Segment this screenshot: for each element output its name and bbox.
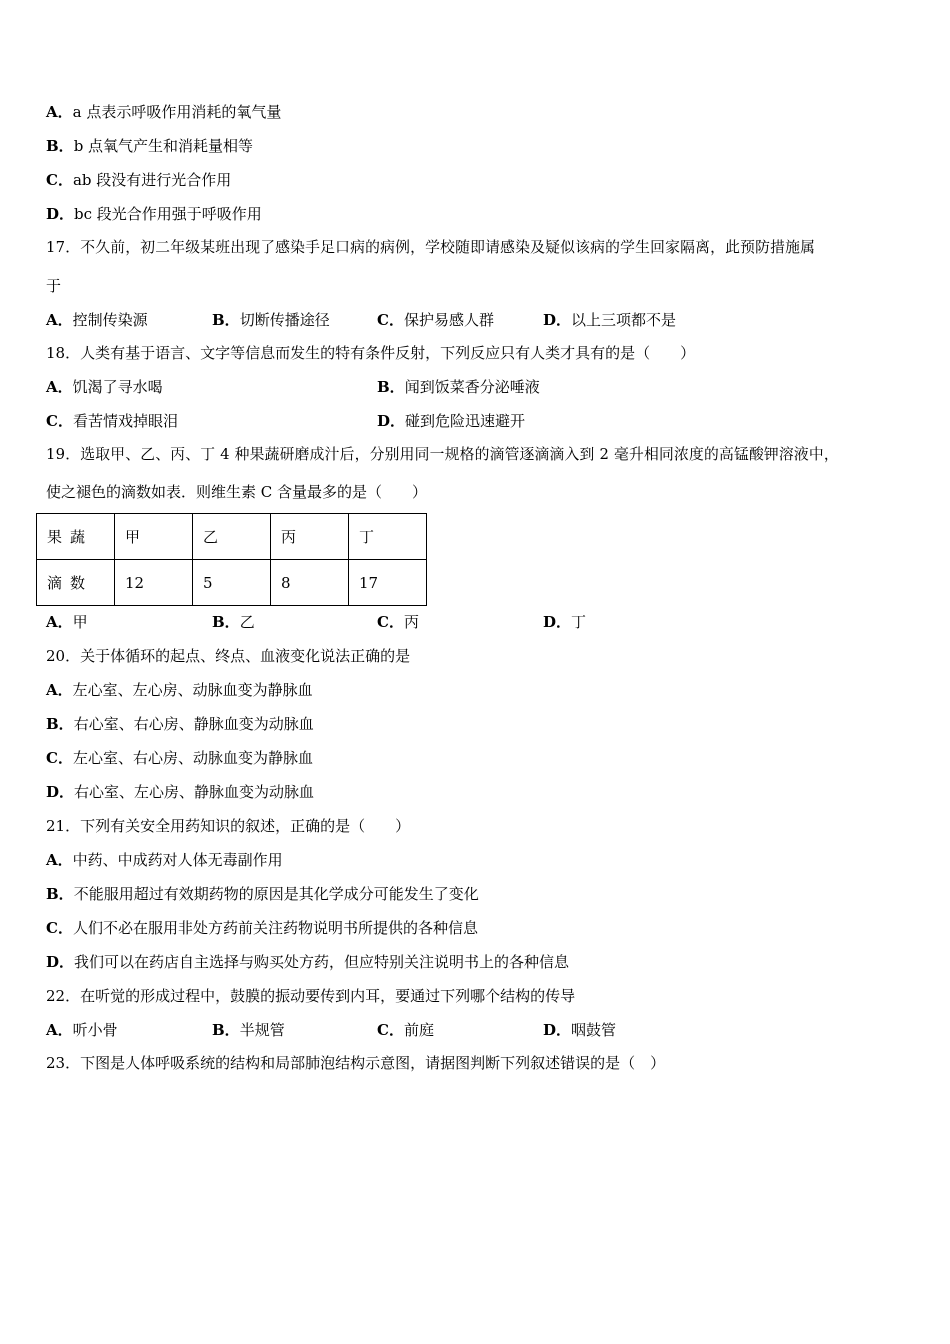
table-cell: 12 [115,560,193,606]
table-cell: 甲 [115,514,193,560]
q18-option-b: B．闻到饭菜香分泌唾液 [377,378,540,396]
q16-option-b: B．b 点氧气产生和消耗量相等 [46,137,254,155]
q18-option-c: C．看苦情戏掉眼泪 [46,412,178,430]
q20-option-a: A．左心室、左心房、动脉血变为静脉血 [46,681,313,699]
q17-stem-line2: 于 [46,277,62,295]
table-cell: 8 [271,560,349,606]
q18-option-a: A．饥渴了寻水喝 [46,378,163,396]
table-cell: 丙 [271,514,349,560]
q22-option-b: B．半规管 [212,1021,285,1039]
table-cell: 果蔬 [37,514,115,560]
q19-stem-line2: 使之褪色的滴数如表．则维生素 C 含量最多的是（ ） [46,483,428,501]
q22-option-c: C．前庭 [377,1021,434,1039]
q20-option-b: B．右心室、右心房、静脉血变为动脉血 [46,715,314,733]
q23-stem: 23．下图是人体呼吸系统的结构和局部肺泡结构示意图，请据图判断下列叙述错误的是（ ） [46,1054,666,1072]
q20-option-d: D．右心室、左心房、静脉血变为动脉血 [46,783,315,801]
q18-stem: 18．人类有基于语言、文字等信息而发生的特有条件反射，下列反应只有人类才具有的是（ ） [46,344,696,362]
table-row [37,560,427,606]
table-header-row [37,514,427,560]
table-cell: 乙 [193,514,271,560]
q17-option-d: D．以上三项都不是 [543,311,677,329]
q21-stem: 21．下列有关安全用药知识的叙述，正确的是（ ） [46,817,411,835]
q22-option-d: D．咽鼓管 [543,1021,617,1039]
q16-option-d: D．bc 段光合作用强于呼吸作用 [46,205,262,223]
table-cell: 17 [349,560,427,606]
q19-stem-line1: 19．选取甲、乙、丙、丁 4 种果蔬研磨成汁后，分别用同一规格的滴管逐滴滴入到 2 毫升相同浓度的高锰酸钾溶液中， [46,446,839,463]
q17-option-a: A．控制传染源 [46,311,148,329]
fruit-vegetable-table [36,513,427,606]
q16-option-c: C．ab 段没有进行光合作用 [46,171,232,189]
q19-option-b: B．乙 [212,613,255,631]
table-cell: 滴数 [37,560,115,606]
q17-option-b: B．切断传播途径 [212,311,330,329]
q22-stem: 22．在听觉的形成过程中，鼓膜的振动要传到内耳，要通过下列哪个结构的传导 [46,987,576,1005]
q20-stem: 20．关于体循环的起点、终点、血液变化说法正确的是 [46,647,411,665]
q18-option-d: D．碰到危险迅速避开 [377,412,526,430]
q19-option-a: A．甲 [46,613,88,631]
q16-option-a: A．a 点表示呼吸作用消耗的氧气量 [46,103,282,121]
table-cell: 丁 [349,514,427,560]
q19-option-c: C．丙 [377,613,419,631]
q21-option-b: B．不能服用超过有效期药物的原因是其化学成分可能发生了变化 [46,885,479,903]
q21-option-d: D．我们可以在药店自主选择与购买处方药，但应特别关注说明书上的各种信息 [46,953,570,971]
q21-option-c: C．人们不必在服用非处方药前关注药物说明书所提供的各种信息 [46,919,478,937]
table-cell: 5 [193,560,271,606]
q21-option-a: A．中药、中成药对人体无毒副作用 [46,851,283,869]
q17-option-c: C．保护易感人群 [377,311,494,329]
q19-option-d: D．丁 [543,613,587,631]
q17-stem-line1: 17．不久前，初二年级某班出现了感染手足口病的病例，学校随即请感染及疑似该病的学生回家隔离，此预防措施属 [46,239,816,256]
q20-option-c: C．左心室、右心房、动脉血变为静脉血 [46,749,313,767]
q22-option-a: A．听小骨 [46,1021,118,1039]
